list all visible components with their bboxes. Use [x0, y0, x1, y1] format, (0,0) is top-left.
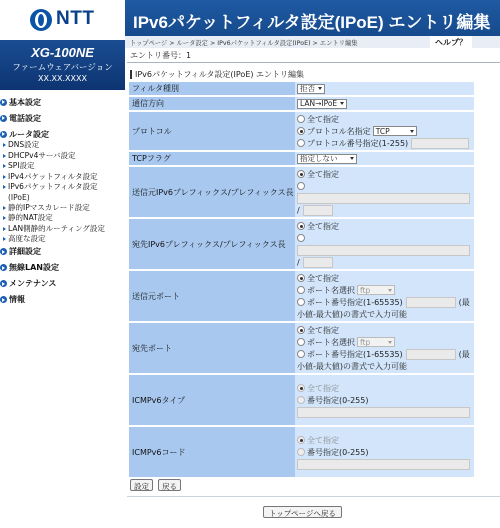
icmp-code-all-radio[interactable] [297, 436, 305, 444]
sidebar-item-wireless[interactable]: 無線LAN設定 [0, 262, 125, 274]
dst-port-number-input[interactable] [406, 349, 456, 360]
label-dst-prefix: 宛先IPv6プレフィックス/プレフィックス長 [129, 219, 295, 269]
bullet-icon [0, 115, 7, 122]
row-dst-port [129, 323, 474, 373]
set-button[interactable]: 設定 [130, 479, 153, 491]
chevron-down-icon [388, 341, 392, 344]
filter-type-select[interactable]: 拒否 [297, 84, 325, 94]
src-prefix-specify-radio[interactable] [297, 182, 305, 190]
dst-port-name-radio[interactable] [297, 338, 305, 346]
arrow-icon [3, 227, 6, 231]
entry-number: エントリ番号：1 [130, 51, 192, 60]
src-port-name-select[interactable]: ftp [357, 285, 395, 295]
arrow-icon [3, 216, 6, 220]
section-marker [130, 70, 132, 79]
dst-port-all-radio[interactable] [297, 326, 305, 334]
protocol-name-select[interactable]: TCP [373, 126, 417, 136]
bullet-icon [0, 280, 7, 287]
arrow-icon [3, 237, 6, 241]
arrow-icon [3, 185, 6, 189]
chevron-down-icon [318, 87, 322, 90]
sidebar-subitem-dhcpv4[interactable]: DHCPv4サーバ設定 [0, 151, 125, 162]
page-header [125, 0, 500, 36]
sidebar-item-info[interactable]: 情報 [0, 294, 125, 306]
breadcrumb[interactable]: トップページ > ルータ設定 > IPv6パケットフィルタ設定(IPoE) > エントリ編集 [130, 40, 358, 47]
src-prefix-length-input[interactable] [303, 205, 333, 216]
dst-port-name-select[interactable]: ftp [357, 337, 395, 347]
label-direction: 通信方向 [129, 97, 295, 110]
row-icmp-type [129, 375, 474, 425]
dst-port-number-radio[interactable] [297, 350, 305, 358]
label-protocol: プロトコル [129, 112, 295, 150]
src-prefix-all-radio[interactable] [297, 170, 305, 178]
dst-prefix-specify-radio[interactable] [297, 234, 305, 242]
row-filter-type [129, 82, 474, 95]
label-filter-type: フィルタ種別 [129, 82, 295, 95]
chevron-down-icon [410, 130, 414, 133]
bullet-icon [0, 248, 7, 255]
arrow-icon [3, 154, 6, 158]
back-button[interactable]: 戻る [158, 479, 181, 491]
sidebar-subitem-ipv6-filter-cont[interactable]: (IPoE) [8, 192, 30, 202]
dst-prefix-all-radio[interactable] [297, 222, 305, 230]
icmp-code-number-radio[interactable] [297, 448, 305, 456]
row-src-port [129, 271, 474, 321]
row-dst-prefix [129, 219, 474, 269]
chevron-down-icon [340, 102, 344, 105]
sidebar-item-basic[interactable]: 基本設定 [0, 96, 125, 108]
value-src-prefix: 全て指定 / [295, 167, 474, 217]
top-page-button[interactable]: トップページへ戻る [263, 506, 342, 518]
chevron-down-icon [350, 157, 354, 160]
value-filter-type [295, 82, 474, 95]
value-tcp-flag [295, 152, 474, 165]
row-src-prefix [129, 167, 474, 217]
device-model: XG-100NE [31, 45, 94, 60]
logo-area [0, 0, 125, 40]
sidebar-subitem-lan-routing[interactable]: LAN側静的ルーティング設定 [0, 224, 125, 235]
arrow-icon [3, 164, 6, 168]
bullet-icon [0, 131, 7, 138]
value-direction [295, 97, 474, 110]
filter-form [129, 80, 474, 479]
sidebar-item-detail[interactable]: 詳細設定 [0, 246, 125, 258]
row-protocol [129, 112, 474, 150]
src-port-all-radio[interactable] [297, 274, 305, 282]
sidebar-subitem-ipv4-filter[interactable]: IPv4パケットフィルタ設定 [0, 172, 125, 183]
sidebar-item-router[interactable]: ルータ設定 [0, 128, 125, 140]
label-tcp-flag: TCPフラグ [129, 152, 295, 165]
row-tcp-flag [129, 152, 474, 165]
tcp-flag-select[interactable]: 指定しない [297, 154, 357, 164]
logo-text: NTT [56, 8, 95, 29]
label-icmp-code: ICMPv6コード [129, 427, 295, 477]
arrow-icon [3, 206, 6, 210]
icmp-type-number-input[interactable] [297, 407, 470, 418]
icmp-type-number-radio[interactable] [297, 396, 305, 404]
sidebar-subitem-advanced[interactable]: 高度な設定 [0, 234, 125, 245]
value-src-port: 全て指定 ポート名選択 ftp ポート番号指定(1-65535) (最 小値-最大値)の書式で入力可能 [295, 271, 474, 321]
src-prefix-input[interactable] [297, 193, 470, 204]
bullet-icon [0, 296, 7, 303]
protocol-number-radio[interactable] [297, 139, 305, 147]
protocol-all-radio[interactable] [297, 115, 305, 123]
label-icmp-type: ICMPv6タイプ [129, 375, 295, 425]
ntt-logo-icon [30, 9, 52, 31]
section-title: IPv6パケットフィルタ設定(IPoE) エントリ編集 [130, 69, 304, 80]
src-port-name-radio[interactable] [297, 286, 305, 294]
value-dst-prefix: 全て指定 / [295, 219, 474, 269]
src-port-number-input[interactable] [406, 297, 456, 308]
page-title: IPv6パケットフィルタ設定(IPoE) エントリ編集 [133, 13, 491, 32]
icmp-code-number-input[interactable] [297, 459, 470, 470]
dst-prefix-length-input[interactable] [303, 257, 333, 268]
label-src-port: 送信元ポート [129, 271, 295, 321]
sidebar-item-phone[interactable]: 電話設定 [0, 112, 125, 124]
sidebar-subitem-static-masquerade[interactable]: 静的IPマスカレード設定 [0, 203, 125, 214]
label-src-prefix: 送信元IPv6プレフィックス/プレフィックス長 [129, 167, 295, 217]
value-dst-port: 全て指定 ポート名選択 ftp ポート番号指定(1-65535) (最 小値-最大値)の書式で入力可能 [295, 323, 474, 373]
src-port-number-radio[interactable] [297, 298, 305, 306]
firmware-label: ファームウェアバージョン [12, 63, 113, 73]
help-link[interactable]: ヘルプ？ [430, 36, 472, 48]
protocol-number-input[interactable] [411, 138, 469, 149]
direction-select[interactable]: LAN→IPoE [297, 99, 347, 109]
value-icmp-type: 全て指定 番号指定(0-255) [295, 375, 474, 425]
sidebar-subitem-spi[interactable]: SPI設定 [0, 161, 125, 172]
protocol-name-radio[interactable] [297, 127, 305, 135]
label-dst-port: 宛先ポート [129, 323, 295, 373]
value-icmp-code: 全て指定 番号指定(0-255) [295, 427, 474, 477]
sidebar-menu [0, 95, 125, 306]
arrow-icon [3, 143, 6, 147]
bullet-icon [0, 99, 7, 106]
sidebar-subitem-static-nat[interactable]: 静的NAT設定 [0, 213, 125, 224]
row-direction [129, 97, 474, 110]
row-icmp-code [129, 427, 474, 477]
arrow-icon [3, 175, 6, 179]
divider [127, 496, 500, 497]
sidebar-subitem-ipv6-filter[interactable]: IPv6パケットフィルタ設定 [0, 182, 125, 193]
firmware-version: XX.XX.XXXX [38, 74, 87, 83]
bullet-icon [0, 264, 7, 271]
icmp-type-all-radio[interactable] [297, 384, 305, 392]
divider [127, 62, 500, 63]
sidebar-item-maintenance[interactable]: メンテナンス [0, 278, 125, 290]
value-protocol: 全て指定 プロトコル名指定 TCP プロトコル番号指定(1-255) [295, 112, 474, 150]
device-info [0, 40, 125, 90]
chevron-down-icon [388, 289, 392, 292]
sidebar-subitem-dns[interactable]: DNS設定 [0, 140, 125, 151]
dst-prefix-input[interactable] [297, 245, 470, 256]
